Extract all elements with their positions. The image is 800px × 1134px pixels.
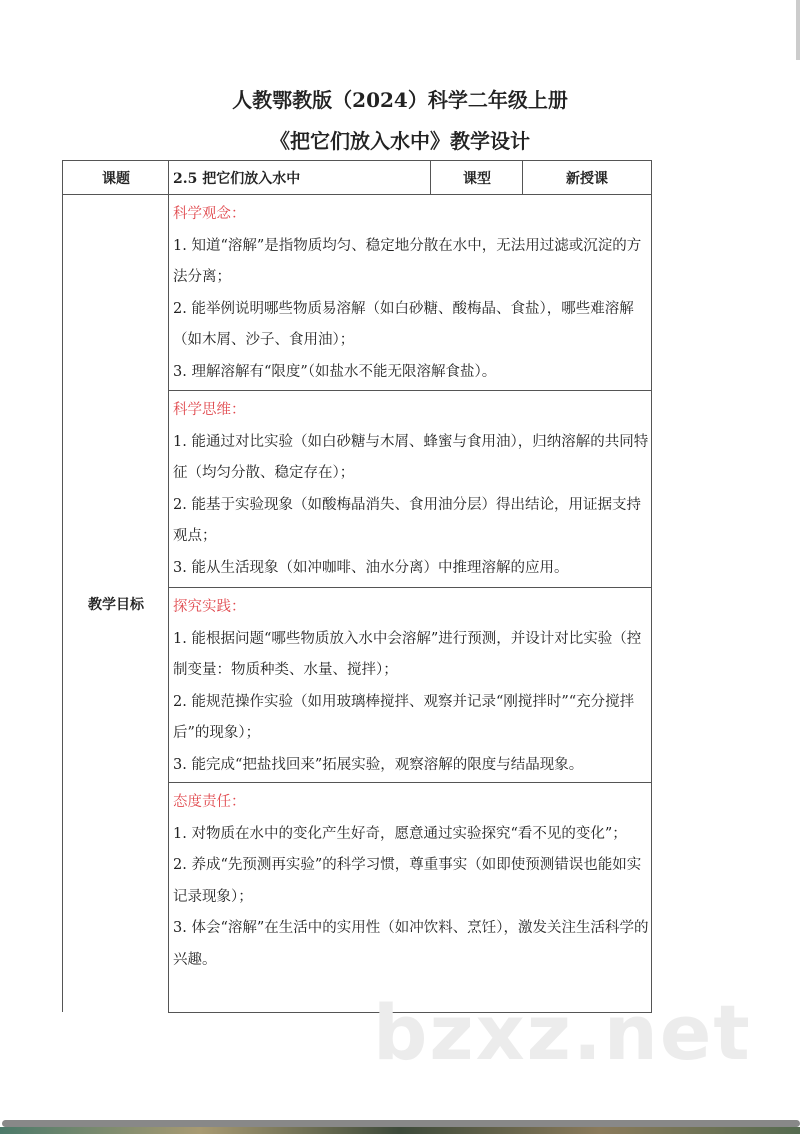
objective-item: 2. 能基于实验现象（如酸梅晶消失、食用油分层）得出结论，用证据支持观点；: [173, 496, 641, 544]
topic-label: 课题: [62, 160, 169, 195]
section-heading: 态度责任：: [173, 794, 246, 810]
objectives-label-cell: [62, 194, 169, 1012]
vertical-scrollbar[interactable]: [796, 0, 800, 60]
topic-value: 2.5 把它们放入水中: [168, 160, 431, 195]
type-label: 课型: [430, 160, 523, 195]
objective-item: 3. 体会“溶解”在生活中的实用性（如冲饮料、烹饪），激发关注生活科学的兴趣。: [173, 920, 649, 968]
section-thinking: [168, 390, 652, 588]
objective-item: 3. 能完成“把盐找回来”拓展实验，观察溶解的限度与结晶现象。: [173, 756, 584, 773]
document-subtitle: 《把它们放入水中》教学设计: [270, 129, 530, 153]
section-concept: [168, 194, 652, 391]
section-heading: 科学观念：: [173, 206, 246, 222]
objective-item: 2. 能举例说明哪些物质易溶解（如白砂糖、酸梅晶、食盐），哪些难溶解（如木屑、沙子、食用油）；: [173, 300, 634, 348]
watermark: bzxz.net: [373, 988, 752, 1077]
section-heading: 科学思维：: [173, 402, 246, 418]
background-image-strip: [0, 1127, 800, 1134]
objective-item: 1. 能根据问题“哪些物质放入水中会溶解”进行预测，并设计对比实验（控制变量：物质种类、水量、搅拌）；: [173, 630, 642, 678]
objective-item: 3. 能从生活现象（如冲咖啡、油水分离）中推理溶解的应用。: [173, 559, 569, 576]
objectives-label: 教学目标: [88, 596, 144, 613]
section-practice: [168, 587, 652, 783]
objective-item: 1. 对物质在水中的变化产生好奇，愿意通过实验探究“看不见的变化”；: [173, 825, 627, 842]
document-title: 人教鄂教版（2024）科学二年级上册: [232, 88, 568, 112]
objective-item: 1. 能通过对比实验（如白砂糖与木屑、蜂蜜与食用油），归纳溶解的共同特征（均匀分散、稳定存在）；: [173, 433, 649, 481]
horizontal-scrollbar[interactable]: [2, 1120, 800, 1127]
section-heading: 探究实践：: [173, 599, 246, 615]
objective-item: 1. 知道“溶解”是指物质均匀、稳定地分散在水中，无法用过滤或沉淀的方法分离；: [173, 237, 642, 285]
objective-item: 2. 养成“先预测再实验”的科学习惯，尊重事实（如即使预测错误也能如实记录现象）；: [173, 857, 642, 905]
objective-item: 3. 理解溶解有“限度”（如盐水不能无限溶解食盐）。: [173, 363, 497, 380]
type-value: 新授课: [522, 160, 652, 195]
section-attitude: [168, 782, 652, 1013]
objective-item: 2. 能规范操作实验（如用玻璃棒搅拌、观察并记录“刚搅拌时”“充分搅拌后”的现象）；: [173, 693, 635, 741]
